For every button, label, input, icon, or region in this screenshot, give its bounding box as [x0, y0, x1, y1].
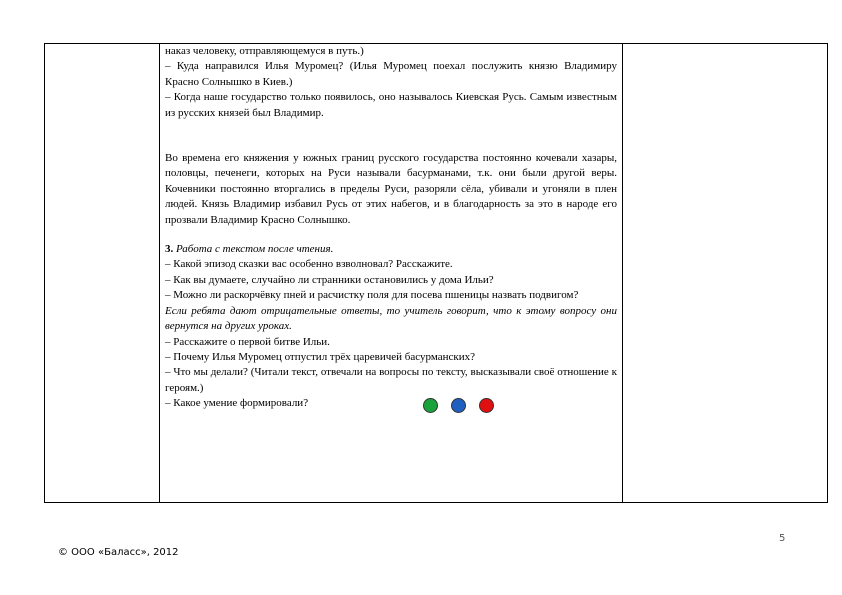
teacher-note: Если ребята дают отрицательные ответы, то учитель говорит, что к этому вопросу они вернутся на других уроках. [165, 304, 617, 333]
lesson-content [165, 44, 617, 412]
question-episode: – Какой эпизод сказки вас особенно взволновал? Расскажите. [165, 258, 453, 271]
page-number: 5 [779, 533, 786, 544]
question-first-battle: – Расскажите о первой битве Ильи. [165, 335, 330, 348]
question-skill: – Какое умение формировали? [165, 397, 309, 410]
section-title: Работа с текстом после чтения. [176, 243, 334, 256]
column-divider-right [622, 44, 623, 502]
copyright-footer: © ООО «Баласс», 2012 [58, 547, 179, 558]
question-tsareviches: – Почему Илья Муромец отпустил трёх царевичей басурманских? [165, 350, 475, 363]
question-feat: – Можно ли раскорчёвку пней и расчистку поля для посева пшеницы назвать подвигом? [165, 289, 579, 302]
paragraph-instruction-end: наказ человеку, отправляющемуся в путь.) [165, 45, 364, 57]
last-question-row [165, 396, 617, 411]
paragraph-nomads: Во времена его княжения у южных границ русского государства постоянно кочевали хазары, половцы, печенеги, которых на Руси называли басурманами, т.к. они были другой веры. Кочевники постоянно вторгались в пределы Руси, разоряли сёла, убивали и угоняли в плен людей. Князь Владимир избавил Русь от этих набегов, и в благодарность за это в народе его прозвали Владимир Красно Солнышко. [165, 152, 617, 226]
question-wanderers: – Как вы думаете, случайно ли странники остановились у дома Ильи? [165, 273, 494, 286]
lesson-table [44, 43, 828, 503]
column-divider-left [159, 44, 160, 502]
question-what-did: – Что мы делали? (Читали текст, отвечали на вопросы по тексту, высказывали своё отношение к героям.) [165, 366, 617, 394]
section-heading [165, 242, 617, 257]
question-where-went: – Куда направился Илья Муромец? (Илья Муромец поехал послужить князю Владимиру Красно Солнышко в Киев.) [165, 60, 617, 88]
paragraph-kievan-rus: – Когда наше государство только появилось, оно называлось Киевская Русь. Самым известным из русских князей был Владимир. [165, 91, 617, 119]
section-number: 3. [165, 243, 174, 256]
